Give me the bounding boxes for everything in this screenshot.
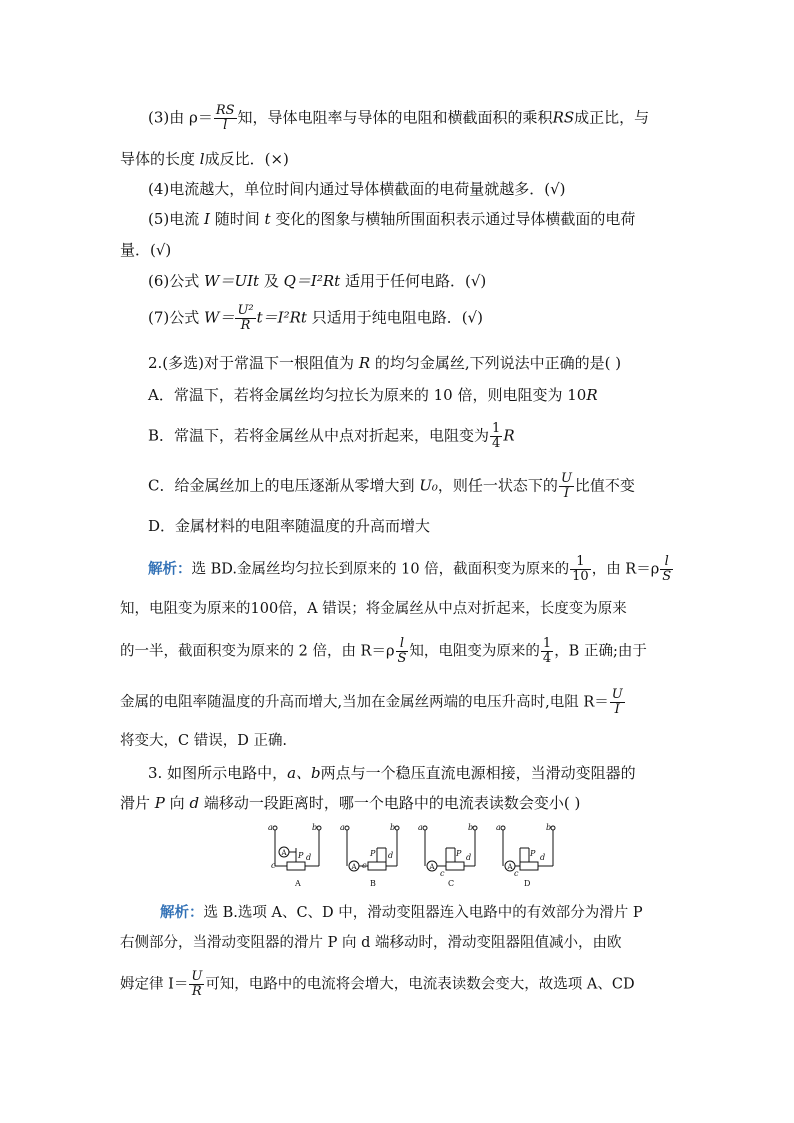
q2-option-a — [148, 384, 598, 406]
formula: t＝I²Rt — [256, 308, 307, 327]
var: RS — [552, 108, 575, 127]
q1-item5-line2: 量．(√) — [120, 241, 172, 259]
q2-answer-line5: 将变大，C 错误，D 正确. — [120, 733, 288, 749]
svg-text:b: b — [312, 823, 318, 832]
fraction — [541, 637, 553, 666]
circuit-label-b: B — [370, 879, 376, 888]
circuit-a — [268, 823, 321, 888]
frac-den: 4 — [542, 651, 552, 666]
frac-den: S — [662, 569, 672, 584]
svg-text:A: A — [507, 863, 513, 871]
text: (3)由 ρ＝ — [148, 108, 213, 127]
text: 的均匀金属丝,下列说法中正确的是( ) — [374, 354, 622, 372]
fraction — [214, 104, 237, 133]
text: 的一半，截面积变为原来的 2 倍，由 R＝ρ — [120, 643, 395, 660]
var: t — [264, 210, 271, 228]
fraction — [189, 970, 204, 999]
svg-text:d: d — [466, 853, 472, 862]
q2-answer-line3 — [120, 637, 647, 666]
svg-text:c: c — [362, 861, 367, 870]
text: 金属的电阻率随温度的升高而增大,当加在金属丝两端的电压升高时,电阻 R＝ — [120, 694, 609, 711]
var: U₀ — [419, 476, 438, 495]
q2-answer-line2: 知，电阻变为原来的100倍，A 错误；将金属丝从中点对折起来，长度变为原来 — [120, 601, 627, 617]
circuit-c — [418, 823, 477, 888]
circuit-d — [496, 823, 555, 888]
var: a、b — [287, 764, 321, 782]
text: 向 — [169, 794, 185, 812]
frac-den: I — [563, 486, 569, 501]
text: (5)电流 — [148, 210, 200, 228]
var: I — [204, 210, 210, 228]
text: 选 B.选项 A、C、D 中，滑动变阻器连入电路中的有效部分为滑片 P — [203, 905, 643, 921]
q2-answer-line1 — [148, 555, 674, 584]
svg-text:P: P — [456, 849, 462, 858]
frac-num: U² — [237, 303, 254, 318]
frac-num: 1 — [542, 636, 552, 651]
frac-num: l — [664, 554, 669, 569]
svg-text:d: d — [540, 853, 546, 862]
text: 导体的长度 — [120, 150, 196, 168]
answer-label: 解析： — [148, 560, 192, 578]
text: 滑片 — [120, 794, 151, 812]
q1-item7 — [148, 304, 483, 333]
text: 知，电阻变为原来的 — [409, 643, 540, 660]
text: ，由 R＝ρ — [591, 561, 660, 578]
text: 知，导体电阻率与导体的电阻和横截面积的乘积 — [237, 108, 553, 127]
svg-text:A: A — [429, 863, 435, 871]
fraction — [235, 304, 255, 333]
q2-answer-line4 — [120, 688, 626, 717]
q2-option-d: D．金属材料的电阻率随温度的升高而增大 — [148, 517, 431, 535]
circuit-b — [340, 823, 399, 888]
svg-text:a: a — [268, 823, 273, 832]
svg-text:a: a — [496, 823, 501, 832]
q3-stem-line2 — [120, 792, 580, 814]
text: 成反比．(×) — [204, 150, 289, 168]
frac-den: l — [223, 118, 228, 133]
text: 适用于任何电路．(√) — [344, 272, 487, 290]
text: 两点与一个稳压直流电源相接，当滑动变阻器的 — [320, 764, 636, 782]
frac-num: U — [191, 969, 203, 984]
text: (6)公式 — [148, 272, 200, 290]
text: 可知，电路中的电流将会增大，电流表读数会变大，故选项 A、CD — [205, 976, 635, 993]
frac-den: 4 — [492, 436, 501, 451]
text: 姆定律 I＝ — [120, 976, 189, 993]
text: C．给金属丝加上的电压逐渐从零增大到 — [148, 476, 415, 495]
text: ，则任一状态下的 — [437, 476, 558, 495]
frac-den: S — [397, 651, 407, 666]
text: 成正比，与 — [574, 108, 650, 127]
svg-text:P: P — [530, 849, 536, 858]
q1-item6 — [148, 270, 486, 292]
svg-text:c: c — [514, 869, 519, 878]
svg-text:d: d — [306, 853, 312, 862]
circuit-label-a: A — [295, 879, 301, 888]
q3-stem-line1 — [148, 762, 636, 784]
var: R — [358, 354, 371, 372]
svg-text:A: A — [281, 849, 287, 857]
q3-answer-line2: 右侧部分，当滑动变阻器的滑片 P 向 d 端移动时，滑动变阻器阻值减小，由欧 — [120, 935, 622, 951]
q1-item4: (4)电流越大，单位时间内通过导体横截面的电荷量就越多．(√) — [148, 180, 566, 198]
circuit-diagrams — [262, 820, 562, 892]
svg-text:P: P — [298, 851, 304, 860]
q2-option-c — [148, 472, 635, 501]
frac-den: R — [240, 318, 251, 333]
q2-option-b — [148, 422, 515, 451]
var: R — [586, 386, 598, 404]
svg-text:a: a — [340, 823, 345, 832]
frac-num: RS — [215, 103, 235, 118]
frac-num: 1 — [492, 421, 501, 436]
q3-answer-line3 — [120, 970, 635, 999]
text: 选 BD.金属丝均匀拉长到原来的 10 倍，截面积变为原来的 — [191, 561, 570, 578]
frac-num: 1 — [570, 555, 591, 570]
svg-text:d: d — [388, 851, 394, 860]
frac-den: 10 — [572, 569, 589, 584]
svg-text:b: b — [390, 823, 396, 832]
svg-text:b: b — [468, 823, 474, 832]
fraction — [396, 637, 409, 666]
q1-item3-line1 — [148, 104, 649, 133]
fraction — [570, 555, 591, 584]
circuit-label-d: D — [524, 879, 531, 888]
circuit-label-c: C — [448, 879, 455, 888]
formula: Q＝I²Rt — [283, 272, 341, 290]
svg-text:a: a — [418, 823, 423, 832]
text: 2.(多选)对于常温下一根阻值为 — [148, 354, 355, 372]
text: 3. 如图所示电路中， — [148, 764, 288, 782]
q1-item3-line2 — [120, 148, 289, 170]
frac-num: U — [560, 471, 572, 486]
text: 端移动一段距离时，哪一个电路中的电流表读数会变小( ) — [203, 794, 581, 812]
svg-text:P: P — [370, 849, 376, 858]
frac-den: R — [191, 984, 202, 999]
formula: W＝ — [204, 308, 235, 327]
q2-stem — [148, 352, 621, 374]
fraction — [610, 688, 625, 717]
text: 只适用于纯电阻电路．(√) — [311, 308, 483, 327]
answer-label: 解析： — [160, 904, 204, 921]
text: B．常温下，若将金属丝从中点对折起来，电阻变为 — [148, 426, 490, 445]
text: (7)公式 — [148, 308, 200, 327]
frac-den: I — [614, 702, 620, 717]
svg-text:b: b — [546, 823, 552, 832]
fraction — [490, 422, 502, 451]
text: 变化的图象与横轴所围面积表示通过导体横截面的电荷 — [275, 210, 636, 228]
formula: W＝UIt — [204, 272, 260, 290]
text: 随时间 — [214, 210, 260, 228]
frac-num: l — [399, 636, 405, 651]
text: ，B 正确;由于 — [554, 643, 647, 660]
svg-text:A: A — [351, 863, 357, 871]
var: R — [503, 426, 515, 445]
text: 比值不变 — [574, 476, 635, 495]
fraction — [660, 555, 673, 584]
var: P — [154, 794, 165, 812]
text: 及 — [263, 272, 279, 290]
svg-text:c: c — [271, 861, 276, 870]
var: d — [189, 794, 200, 812]
var: l — [199, 150, 205, 168]
q1-item5-line1 — [148, 208, 635, 230]
text: A．常温下，若将金属丝均匀拉长为原来的 10 倍，则电阻变为 10 — [148, 386, 587, 404]
svg-text:c: c — [440, 869, 445, 878]
q3-answer-line1 — [160, 902, 643, 924]
fraction — [559, 472, 574, 501]
frac-num: U — [611, 687, 623, 702]
